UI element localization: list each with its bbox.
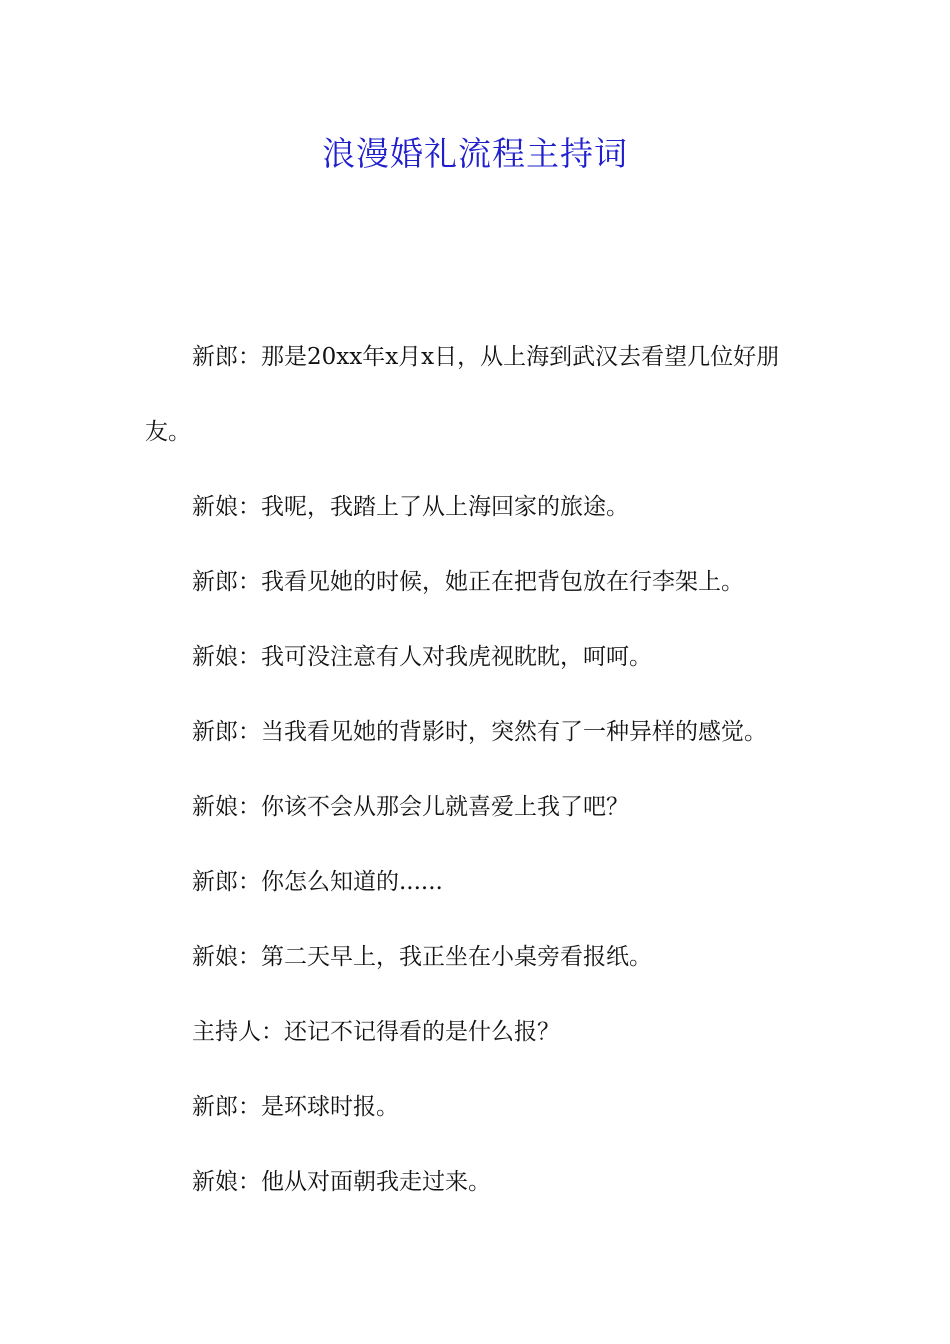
paragraph: 新娘：他从对面朝我走过来。 — [192, 1169, 491, 1195]
paragraph: 新郎：当我看见她的背影时，突然有了一种异样的感觉。 — [192, 719, 767, 745]
paragraph: 新郎：我看见她的时候，她正在把背包放在行李架上。 — [192, 569, 744, 595]
paragraph: 新郎：你怎么知道的...... — [192, 869, 443, 895]
paragraph: 主持人：还记不记得看的是什么报？ — [192, 1019, 560, 1045]
paragraph: 新娘：我呢，我踏上了从上海回家的旅途。 — [192, 494, 629, 520]
paragraph: 新娘：我可没注意有人对我虎视眈眈，呵呵。 — [192, 644, 652, 670]
paragraph: 新娘：第二天早上，我正坐在小桌旁看报纸。 — [192, 944, 652, 970]
paragraph: 新郎：是环球时报。 — [192, 1094, 399, 1120]
paragraph: 新娘：你该不会从那会儿就喜爱上我了吧？ — [192, 794, 629, 820]
paragraph: 新郎：那是20xx年x月x日，从上海到武汉去看望几位好朋友。 — [145, 344, 780, 445]
document-body — [145, 320, 810, 1220]
document-title: 浪漫婚礼流程主持词 — [322, 134, 628, 173]
